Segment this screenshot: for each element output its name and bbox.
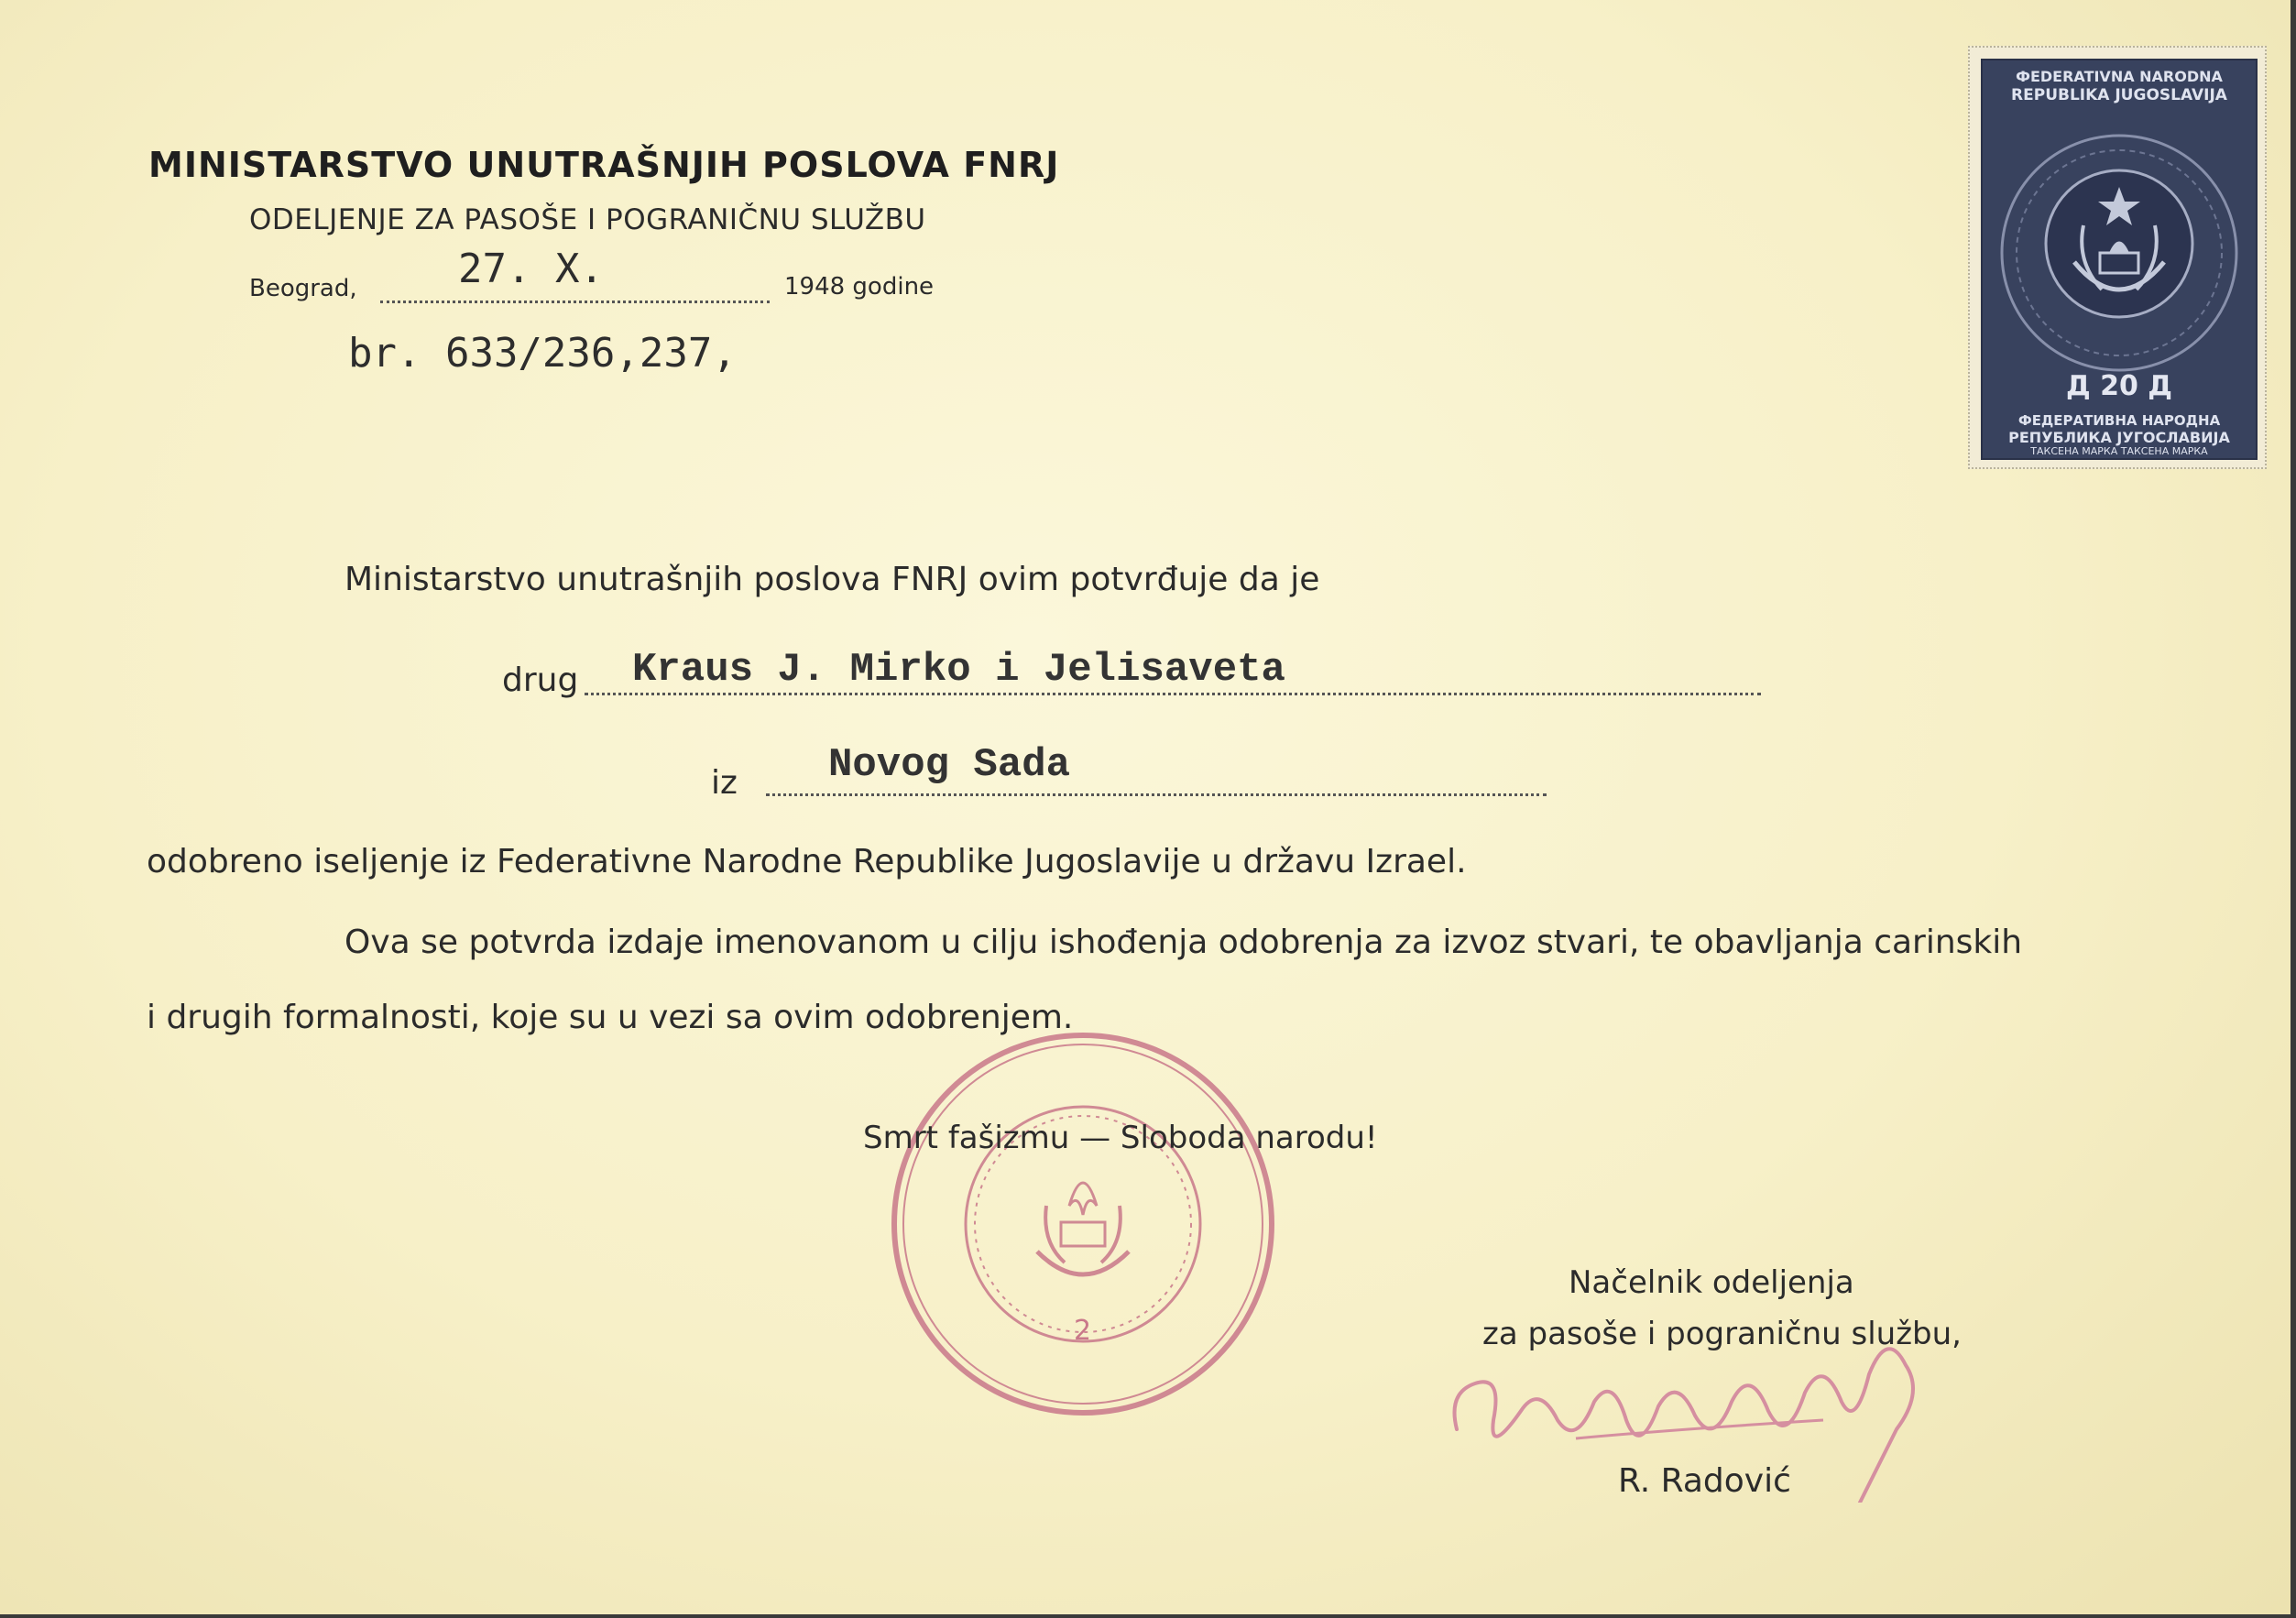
seal-number: 2 — [1074, 1315, 1092, 1347]
paragraph-2-line-2: i drugih formalnosti, koje su u vezi sa ovim odobrenjem. — [147, 999, 1074, 1036]
iz-label: iz — [711, 764, 738, 802]
signatory-name: R. Radović — [1618, 1462, 1791, 1500]
city-typed: Novog Sada — [828, 742, 1071, 788]
stamp-top-line-2: REPUBLIKA JUGOSLAVIJA — [2011, 86, 2227, 104]
place-label: Beograd, — [249, 275, 357, 302]
name-line — [585, 693, 1761, 695]
approval-line: odobreno iseljenje iz Federativne Narodne Republike Jugoslavije u državu Izrael. — [147, 843, 1467, 880]
reference-number: br. 633/236,237, — [348, 330, 737, 377]
intro-line: Ministarstvo unutrašnjih poslova FNRJ ovim potvrđuje da je — [344, 561, 1320, 598]
city-line — [766, 793, 1547, 796]
stamp-denomination: Д 20 Д — [2065, 370, 2173, 402]
official-seal-icon — [881, 1022, 1285, 1426]
stamp-top-line-1: ФEDERATIVNA NARODNA — [2016, 68, 2223, 85]
signatory-title-line-1: Načelnik odeljenja — [1569, 1264, 1854, 1301]
date-typed: 27. X. — [458, 246, 604, 292]
slogan: Smrt fašizmu — Sloboda narodu! — [863, 1120, 1378, 1156]
coat-of-arms-icon — [1983, 106, 2256, 409]
department-subheading: ODELJENJE ZA PASOŠE I POGRANIČNU SLUŽBU — [249, 203, 926, 236]
drug-label: drug — [502, 661, 579, 699]
revenue-stamp — [1968, 46, 2267, 469]
name-typed: Kraus J. Mirko i Jelisaveta — [632, 647, 1285, 693]
stamp-bottom-line-3: ТАКСЕНА МАРКА ТАКСЕНА МАРКА — [2030, 445, 2208, 457]
ministry-heading: MINISTARSTVO UNUTRAŠNJIH POSLOVA FNRJ — [148, 145, 1060, 185]
signatory-title-line-2: za pasoše i pograničnu službu, — [1482, 1316, 1962, 1352]
paragraph-2-line-1: Ova se potvrda izdaje imenovanom u cilju ishođenja odobrenja za izvoz stvari, te obavljanja carinskih — [344, 924, 2023, 961]
year-label: 1948 godine — [784, 273, 935, 301]
stamp-bottom-line-1: ФЕДЕРАТИВНА НАРОДНА — [2017, 412, 2221, 429]
stamp-bottom-line-2: РЕПУБЛИКА ЈУГОСЛАВИЈА — [2008, 429, 2230, 446]
date-line — [380, 301, 770, 303]
